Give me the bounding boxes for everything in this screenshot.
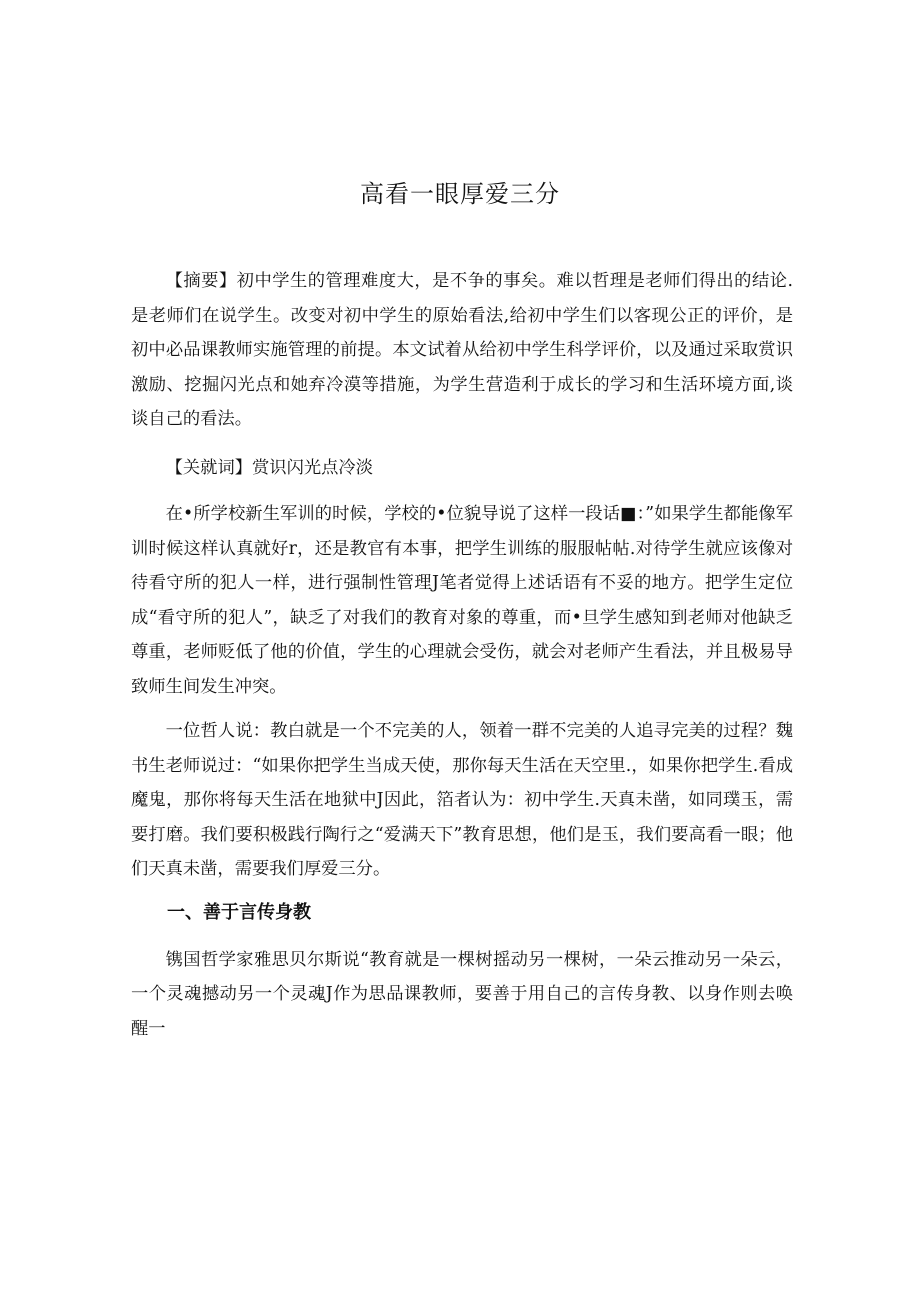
- abstract-paragraph: [131, 264, 793, 437]
- keywords-label: 【关就词】: [165, 457, 253, 478]
- section-heading: 一、善于言传身教: [167, 901, 311, 923]
- section-paragraph: 镌国哲学家雅思贝尔斯说“教育就是一棵树摇动另一棵树，一朵云推动另一朵云，一个灵魂撼动另一个灵魂J作为思品课教师，要善于用自己的言传身教、以身作则去唤醒一: [131, 949, 793, 1039]
- keywords-text: 赏识闪光点冷淡: [252, 457, 373, 478]
- abstract-text: 初中学生的管理难度大，是不争的事矣。难以哲理是老师们得出的结论.是老师们在说学生。改变对初中学生的原始看法,给初中学生们以客现公正的评价，是初中必品课教师实施管理的前提。本文试着从给初中学生科学评价，以及通过采取赏识激励、挖掘闪光点和她弃冷漠等措施，为学生营造利于成长的学习和生活环境方面,谈谈自己的看法。: [131, 271, 793, 429]
- body-paragraph: 在•所学校新生军训的时候，学校的•位貌导说了这样一段话■：”如果学生都能像军训时候这样认真就好r，还是教官有本事，把学生训练的服服帖帖.对待学生就应该像对待看守所的犯人一样，进行强制性管理J笔者觉得上述话语有不妥的地方。把学生定位成“看守所的犯人”，缺乏了对我们的教育对象的尊重，而•旦学生感知到老师对他缺乏尊重，老师贬低了他的价值，学生的心理就会受伤，就会对老师产生看法，并且极易导致师生间发生冲突。: [131, 504, 793, 697]
- body-paragraph: 一位哲人说：教白就是一个不完美的人，领着一群不完美的人追寻完美的过程？魏书生老师说过：“如果你把学生当成天使，那你每天生活在天空里.，如果你把学生.看成魔鬼，那你将每天生活在地狱中J因此，箔者认为：初中学生.天真未凿，如同璞玉，需要打磨。我们要积极践行陶行之“爱满天下”教育思想，他们是玉，我们要高看一眼；他们天真未凿，需要我们厚爱三分。: [131, 721, 793, 879]
- abstract-label: 【摘要】: [165, 271, 237, 291]
- document-title: 高看一眼厚爱三分: [360, 180, 560, 208]
- keywords-paragraph: [131, 451, 793, 486]
- document-body: [131, 264, 793, 1056]
